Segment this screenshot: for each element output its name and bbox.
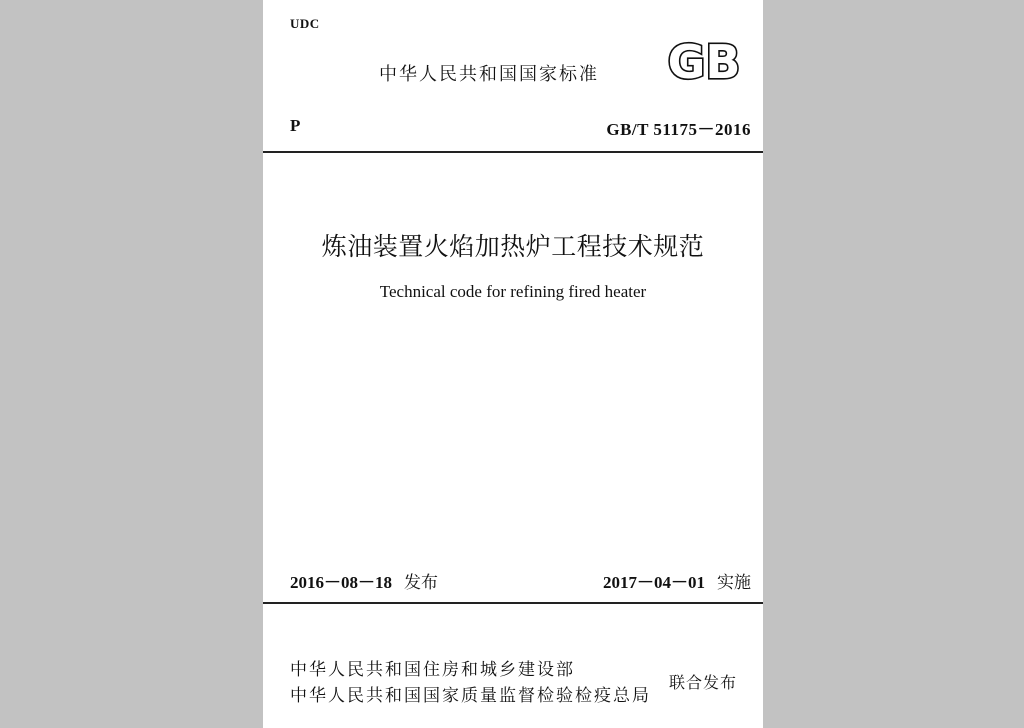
top-divider [263,151,763,153]
svg-text:GB: GB [667,38,741,84]
issuer-aqsiq: 中华人民共和国国家质量监督检验检疫总局 [290,686,651,706]
implementation-date-line [603,568,751,593]
issuer-ministry: 中华人民共和国住房和城乡建设部 [290,660,575,680]
issue-date: 2016－08－18 [290,573,392,592]
joint-issue-label: 联合发布 [669,673,738,692]
gb-logo [656,38,752,84]
implementation-date: 2017－04－01 [603,573,705,592]
standard-number: GB/T 51175－2016 [606,120,751,139]
issue-date-line [290,568,438,593]
bottom-divider [263,602,763,604]
implementation-label: 实施 [717,573,751,593]
issue-label: 发布 [404,573,438,593]
title-english: Technical code for refining fired heater [379,282,647,301]
national-standard-heading: 中华人民共和国国家标准 [379,64,599,85]
gb-logo-graphic [656,38,752,84]
standard-cover-page [263,0,763,728]
title-chinese: 炼油装置火焰加热炉工程技术规范 [321,232,705,261]
category-letter: P [290,116,301,135]
udc-label: UDC [290,16,320,31]
issuing-authorities [290,657,651,709]
